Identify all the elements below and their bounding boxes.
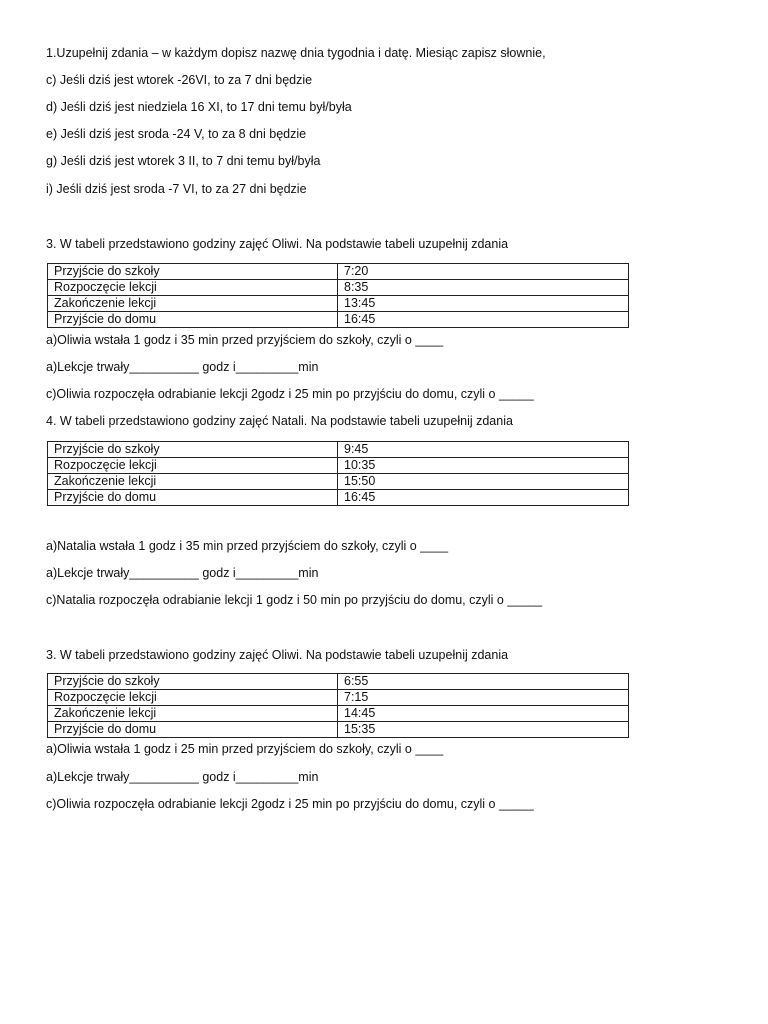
table-row [48, 690, 629, 706]
row-label: Zakończenie lekcji [48, 296, 338, 312]
task3a-question-a2: a)Lekcje trwały__________ godz i_________min [46, 360, 319, 374]
row-label: Rozpoczęcie lekcji [48, 280, 338, 296]
row-time: 16:45 [338, 312, 629, 328]
table-row [48, 442, 629, 458]
row-time: 6:55 [338, 674, 629, 690]
row-label: Zakończenie lekcji [48, 474, 338, 490]
row-time: 10:35 [338, 458, 629, 474]
table-row [48, 312, 629, 328]
task3b-heading: 3. W tabeli przedstawiono godziny zajęć Oliwi. Na podstawie tabeli uzupełnij zdania [46, 648, 509, 662]
row-label: Rozpoczęcie lekcji [48, 458, 338, 474]
row-time: 14:45 [338, 706, 629, 722]
task1-heading: 1.Uzupełnij zdania – w każdym dopisz nazwę dnia tygodnia i datę. Miesiąc zapisz słownie, [46, 46, 546, 60]
row-time: 13:45 [338, 296, 629, 312]
task3a-table [47, 263, 629, 328]
row-label: Przyjście do domu [48, 490, 338, 506]
task4-question-a2: a)Lekcje trwały__________ godz i_________min [46, 566, 319, 580]
task1-item-e: e) Jeśli dziś jest sroda -24 V, to za 8 dni będzie [46, 127, 307, 141]
row-label: Przyjście do szkoły [48, 442, 338, 458]
task1-item-d: d) Jeśli dziś jest niedziela 16 XI, to 17 dni temu był/była [46, 100, 352, 114]
row-time: 15:35 [338, 722, 629, 738]
task1-item-g: g) Jeśli dziś jest wtorek 3 II, to 7 dni temu był/była [46, 154, 321, 168]
task4-table [47, 441, 629, 506]
task3a-question-c: c)Oliwia rozpoczęła odrabianie lekcji 2godz i 25 min po przyjściu do domu, czyli o _____ [46, 387, 534, 401]
row-time: 9:45 [338, 442, 629, 458]
table-row [48, 706, 629, 722]
task4-question-a: a)Natalia wstała 1 godz i 35 min przed przyjściem do szkoły, czyli o ____ [46, 539, 449, 553]
task3b-question-c: c)Oliwia rozpoczęła odrabianie lekcji 2godz i 25 min po przyjściu do domu, czyli o _____ [46, 797, 534, 811]
table-row [48, 674, 629, 690]
task3a-question-a: a)Oliwia wstała 1 godz i 35 min przed przyjściem do szkoły, czyli o ____ [46, 333, 444, 347]
task1-item-c: c) Jeśli dziś jest wtorek -26VI, to za 7 dni będzie [46, 73, 313, 87]
task4-heading: 4. W tabeli przedstawiono godziny zajęć Natali. Na podstawie tabeli uzupełnij zdania [46, 414, 513, 428]
row-label: Przyjście do domu [48, 312, 338, 328]
task4-question-c: c)Natalia rozpoczęła odrabianie lekcji 1 godz i 50 min po przyjściu do domu, czyli o _____ [46, 593, 543, 607]
task3a-heading: 3. W tabeli przedstawiono godziny zajęć Oliwi. Na podstawie tabeli uzupełnij zdania [46, 237, 509, 251]
task3b-table [47, 673, 629, 738]
table-row [48, 490, 629, 506]
row-label: Przyjście do szkoły [48, 674, 338, 690]
row-time: 7:20 [338, 264, 629, 280]
table-row [48, 296, 629, 312]
row-label: Przyjście do szkoły [48, 264, 338, 280]
row-time: 15:50 [338, 474, 629, 490]
table-row [48, 458, 629, 474]
row-label: Zakończenie lekcji [48, 706, 338, 722]
row-time: 8:35 [338, 280, 629, 296]
task1-item-i: i) Jeśli dziś jest sroda -7 VI, to za 27 dni będzie [46, 182, 307, 196]
task3b-question-a: a)Oliwia wstała 1 godz i 25 min przed przyjściem do szkoły, czyli o ____ [46, 742, 444, 756]
row-label: Rozpoczęcie lekcji [48, 690, 338, 706]
table-row [48, 264, 629, 280]
row-label: Przyjście do domu [48, 722, 338, 738]
table-row [48, 474, 629, 490]
row-time: 7:15 [338, 690, 629, 706]
task3b-question-a2: a)Lekcje trwały__________ godz i_________min [46, 770, 319, 784]
table-row [48, 280, 629, 296]
table-row [48, 722, 629, 738]
row-time: 16:45 [338, 490, 629, 506]
